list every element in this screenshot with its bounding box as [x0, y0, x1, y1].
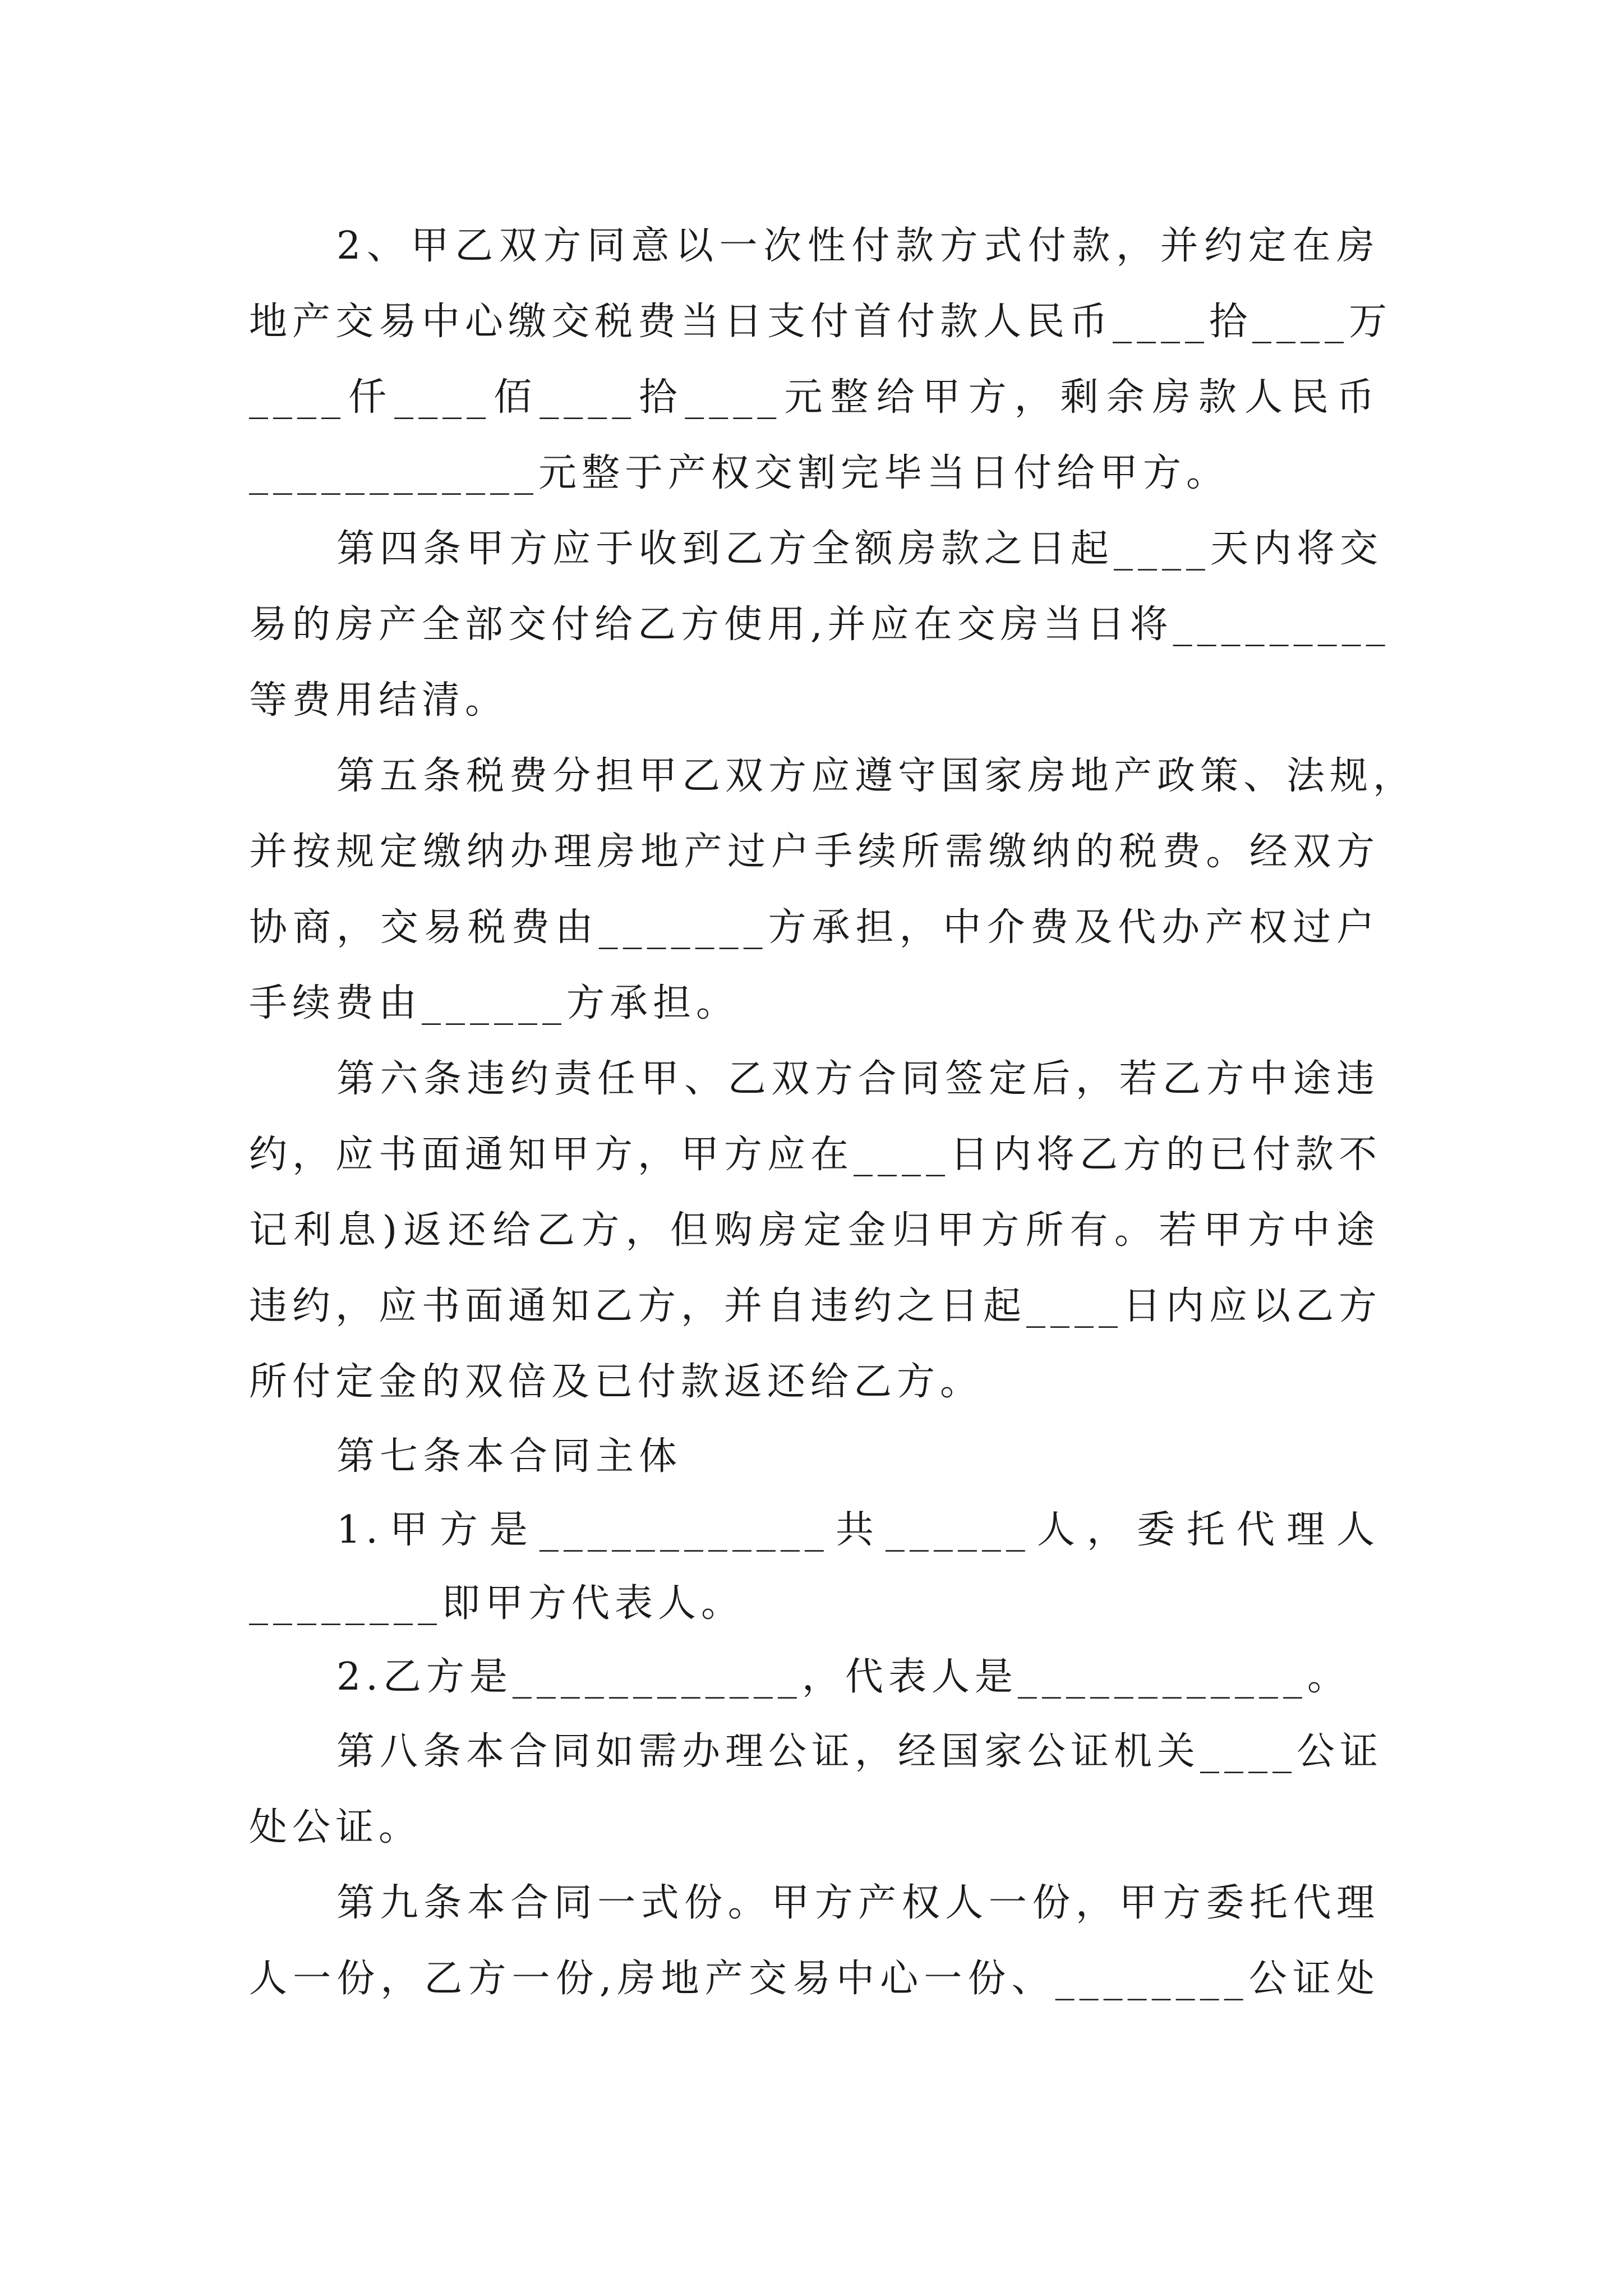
text-line: 人一份，乙方一份,房地产交易中心一份、________公证处 [249, 1957, 1380, 2001]
text-line: 第九条本合同一式份。甲方产权人一份，甲方委托代理 [336, 1881, 1380, 1925]
para-article-4 [249, 511, 1390, 738]
contract-body [249, 208, 1417, 2017]
text-line: 2.乙方是____________，代表人是____________。 [336, 1655, 1350, 1699]
text-line: 等费用结清。 [249, 678, 509, 723]
text-line: 第六条违约责任甲、乙双方合同签定后，若乙方中途违 [336, 1057, 1380, 1101]
text-line: 2、甲乙双方同意以一次性付款方式付款，并约定在房 [336, 224, 1380, 268]
text-line: 第五条税费分担甲乙双方应遵守国家房地产政策、法规， [336, 754, 1417, 798]
section-heading: 第七条本合同主体 [336, 1434, 683, 1479]
text-line: 第四条甲方应于收到乙方全额房款之日起____天内将交 [336, 527, 1384, 571]
text-line: 约，应书面通知甲方，甲方应在____日内将乙方的已付款不 [249, 1133, 1382, 1177]
text-line: 记利息)返还给乙方，但购房定金归甲方所有。若甲方中途 [249, 1208, 1380, 1253]
text-line: 所付定金的双倍及已付款返还给乙方。 [249, 1360, 984, 1404]
para-article-8 [249, 1714, 1384, 1865]
text-line: 第八条本合同如需办理公证，经国家公证机关____公证 [336, 1729, 1384, 1774]
para-article-7 [249, 1420, 1380, 1714]
para-article-5 [249, 738, 1417, 1041]
text-line: 协商，交易税费由_______方承担，中介费及代办产权过户 [249, 905, 1380, 950]
para-article-6 [249, 1041, 1380, 1420]
para-article-9 [249, 1865, 1380, 2017]
text-line: 易的房产全部交付给乙方使用,并应在交房当日将_________ [249, 602, 1390, 647]
text-line: ____________元整于产权交割完毕当日付给甲方。 [249, 451, 1230, 495]
para-payment-clause-2 [249, 208, 1393, 511]
text-line: 手续费由______方承担。 [249, 981, 740, 1025]
text-line: 1.甲方是____________共______人，委托代理人 [336, 1508, 1380, 1552]
text-line: ____仟____佰____拾____元整给甲方，剩余房款人民币 [249, 375, 1380, 420]
text-line: 地产交易中心缴交税费当日支付首付款人民币____拾____万 [249, 300, 1393, 344]
text-line: 并按规定缴纳办理房地产过户手续所需缴纳的税费。经双方 [249, 830, 1380, 874]
text-line: 处公证。 [249, 1805, 422, 1849]
text-line: ________即甲方代表人。 [249, 1581, 745, 1626]
text-line: 违约，应书面通知乙方，并自违约之日起____日内应以乙方 [249, 1284, 1382, 1328]
